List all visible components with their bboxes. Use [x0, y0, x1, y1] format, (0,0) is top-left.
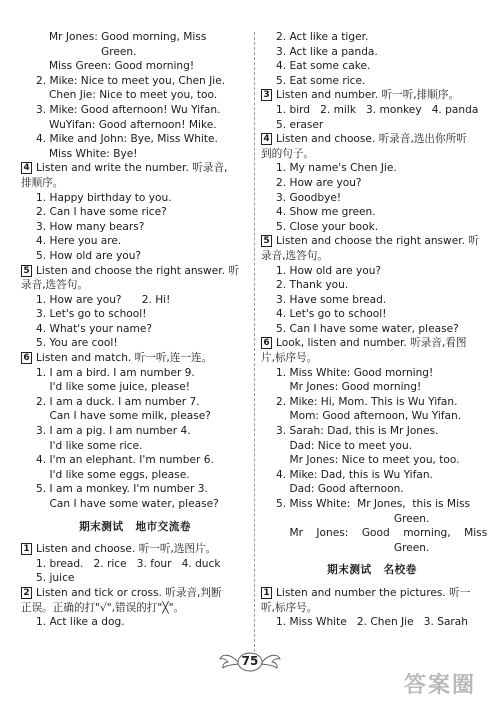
section-number-box: 1 — [21, 543, 32, 555]
text-line: Miss White: Bye! — [49, 147, 138, 160]
section-instruction: Listen and choose the right answer. 听 — [36, 264, 239, 277]
section-number-box: 2 — [21, 587, 32, 599]
exercise-section — [261, 336, 488, 555]
section-number-box: 3 — [261, 89, 272, 101]
answer-item: 3. How many bears? — [36, 220, 145, 233]
answer-item: 3. Let's go to school! — [36, 308, 147, 321]
answer-item: 5. I am a monkey. I'm number 3. — [36, 483, 208, 496]
right-column — [261, 30, 488, 630]
text-line: Mr Jones: Good morning, Miss — [49, 31, 207, 43]
answer-item: 1. bird 2. milk 3. monkey 4. panda — [276, 103, 479, 116]
section-instruction: Listen and number the pictures. 听一 — [276, 586, 471, 599]
chapter-heading — [21, 520, 249, 535]
answer-item: Mr Jones: Good morning, Miss — [276, 527, 488, 540]
text-line: Green. — [101, 45, 137, 58]
section-number-box: 4 — [261, 133, 272, 145]
exercise-section — [261, 132, 483, 234]
text-line: 2. Mike: Nice to meet you, Chen Jie. — [36, 74, 226, 87]
answer-item: Green. — [276, 541, 430, 554]
chapter-title: 期末测试 — [327, 564, 372, 577]
answer-item: 4. Let's go to school! — [276, 308, 387, 321]
answer-item: 4. I'm an elephant. I'm number 6. — [36, 454, 214, 467]
exercise-section — [21, 586, 249, 630]
answer-item: 3. Goodbye! — [276, 191, 342, 204]
answer-item: Mr Jones: Good morning! — [276, 381, 422, 394]
exercise-section — [21, 351, 249, 512]
answer-item: 4. Here you are. — [36, 235, 122, 248]
answer-item: Dad: Good afternoon. — [276, 483, 404, 496]
section-instruction: Listen and choose. 听一听,选图片。 — [36, 543, 217, 556]
section-number-box: 5 — [21, 265, 32, 277]
section-instruction: 到的句子。 — [261, 147, 314, 160]
section-instruction: Listen and number. 听一听,排顺序。 — [276, 89, 460, 102]
answer-item: 5. eraser — [276, 118, 324, 131]
chapter-heading — [261, 563, 483, 578]
answer-item: Green. — [276, 512, 430, 525]
answer-item: Dad: Nice to meet you. — [276, 439, 413, 452]
exercise-section — [21, 161, 249, 263]
answer-item: 2. I am a duck. I am number 7. — [36, 395, 200, 408]
chapter-subtitle: 名校卷 — [383, 564, 417, 577]
answer-item: 5. juice — [36, 572, 75, 585]
column-divider — [254, 32, 255, 652]
answer-item: 3. I am a pig. I am number 4. — [36, 425, 191, 438]
section-number-box: 4 — [21, 162, 32, 174]
section-instruction: 正误。正确的打"√",错误的打"╳"。 — [21, 601, 185, 614]
answer-item: 4. Show me green. — [276, 206, 376, 219]
answer-item: 3. Sarah: Dad, this is Mr Jones. — [276, 425, 439, 438]
section-number-box: 1 — [261, 587, 272, 599]
page-number: 75 — [241, 654, 259, 668]
answer-item: 1. How are you? 2. Hi! — [36, 293, 171, 306]
answer-item: 1. My name's Chen Jie. — [276, 162, 397, 175]
answer-item: 2. Thank you. — [276, 279, 349, 292]
exercise-section — [21, 542, 249, 586]
answer-item: 3. Have some bread. — [276, 293, 387, 306]
answer-item: Mom: Good afternoon, Wu Yifan. — [276, 410, 462, 423]
text-line: 5. Eat some rice. — [276, 74, 366, 87]
section-instruction: 排顺序。 — [21, 176, 64, 189]
answer-item: 2. Can I have some rice? — [36, 206, 167, 219]
text-line: Chen Jie: Nice to meet you, too. — [49, 89, 218, 102]
text-line: 4. Eat some cake. — [276, 60, 371, 73]
section-instruction: Listen and tick or cross. 听录音,判断 — [36, 586, 222, 599]
exercise-section — [261, 586, 483, 630]
section-instruction: Listen and write the number. 听录音, — [36, 162, 228, 175]
left-column — [21, 30, 249, 630]
answer-item: 5. Close your book. — [276, 220, 379, 233]
section-instruction: Listen and choose the right answer. 听 — [276, 235, 479, 248]
answer-item: 1. How old are you? — [276, 264, 382, 277]
chapter-title: 期末测试 — [79, 520, 124, 533]
answer-item: 5. Miss White: Mr Jones, this is Miss — [276, 498, 471, 510]
answer-item: I'd like some rice. — [36, 439, 143, 452]
text-line: 2. Act like a tiger. — [276, 31, 369, 43]
text-line: Miss Green: Good morning! — [49, 60, 195, 73]
watermark: 答案圈 — [404, 673, 477, 698]
text-line: 3. Act like a panda. — [276, 45, 378, 58]
answer-item: I'd like some juice, please! — [36, 381, 190, 394]
answer-item: 5. You are cool! — [36, 337, 118, 350]
exercise-section — [261, 88, 483, 132]
answer-item: 4. What's your name? — [36, 322, 152, 335]
section-number-box: 6 — [21, 352, 32, 364]
answer-item: Can I have some milk, please? — [36, 410, 211, 423]
section-number-box: 6 — [261, 337, 272, 349]
answer-item: 1. Miss White 2. Chen Jie 3. Sarah — [276, 616, 468, 629]
section-instruction: Listen and match. 听一听,连一连。 — [36, 352, 213, 365]
text-line: 4. Mike and John: Bye, Miss White. — [36, 133, 218, 146]
answer-item: 2. How are you? — [276, 176, 362, 189]
answer-item: 1. Act like a dog. — [36, 616, 125, 629]
text-line: 3. Mike: Good afternoon! Wu Yifan. — [36, 103, 221, 116]
answer-item: Mr Jones: Nice to meet you, too. — [276, 454, 460, 467]
section-instruction: 录音,选答句。 — [261, 249, 328, 262]
text-line: WuYifan: Good afternoon! Mike. — [49, 118, 217, 131]
chapter-subtitle: 地市交流卷 — [135, 520, 191, 533]
section-instruction: Look, listen and number. 听录音,看图 — [276, 337, 467, 350]
answer-item: 5. How old are you? — [36, 249, 142, 262]
answer-item: 1. Happy birthday to you. — [36, 191, 172, 204]
section-instruction: 片,标序号。 — [261, 352, 318, 365]
answer-item: 4. Mike: Dad, this is Wu Yifan. — [276, 468, 433, 481]
page-number-badge — [218, 650, 282, 674]
section-instruction: Listen and choose. 听录音,选出你所听 — [276, 133, 467, 146]
section-instruction: 听,标序号。 — [261, 601, 318, 614]
exercise-section — [21, 264, 249, 352]
answer-item: 1. bread. 2. rice 3. four 4. duck — [36, 557, 221, 570]
answer-item: 2. Mike: Hi, Mom. This is Wu Yifan. — [276, 395, 458, 408]
exercise-section — [261, 234, 483, 336]
answer-item: 1. Miss White: Good morning! — [276, 366, 434, 379]
answer-item: I'd like some eggs, please. — [36, 468, 190, 481]
section-instruction: 录音,选答句。 — [21, 279, 88, 292]
answer-item: 1. I am a bird. I am number 9. — [36, 366, 195, 379]
answer-item: Can I have some water, please? — [36, 498, 219, 510]
answer-item: 5. Can I have some water, please? — [276, 322, 459, 335]
section-number-box: 5 — [261, 235, 272, 247]
